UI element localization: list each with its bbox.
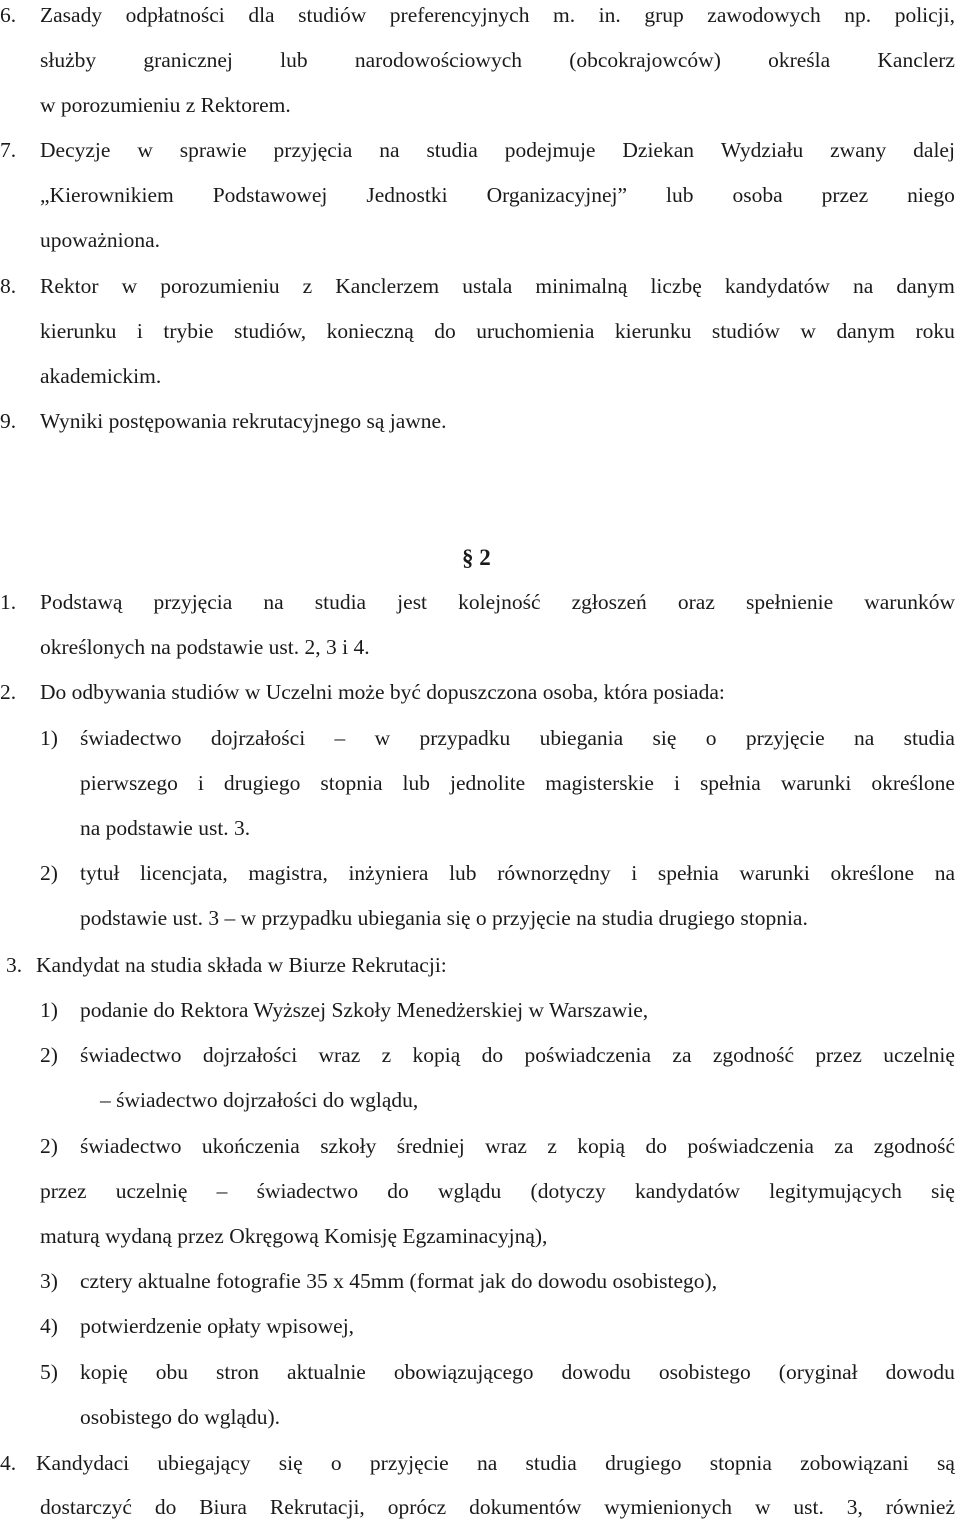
s2-item-4-line-2: dostarczyć do Biura Rekrutacji, oprócz dokumentów wymienionych w ust. 3, również (40, 1495, 955, 1519)
s2-item-3-sub-4-number: 3) (40, 1269, 58, 1293)
s2-item-3-line-1: Kandydat na studia składa w Biurze Rekrutacji: (36, 953, 447, 977)
item-6-number: 6. (0, 3, 17, 27)
s2-item-2-sub-1-line-1: świadectwo dojrzałości – w przypadku ubiegania się o przyjęcie na studia (80, 726, 955, 750)
s2-item-3-sub-6-number: 5) (40, 1360, 58, 1384)
s2-item-3-sub-3-line-1: świadectwo ukończenia szkoły średniej wraz z kopią do poświadczenia za zgodność (80, 1134, 955, 1158)
s2-item-2-sub-1-line-2: pierwszego i drugiego stopnia lub jednolite magisterskie i spełnia warunki określone (80, 771, 955, 795)
s2-item-1-number: 1. (0, 590, 17, 614)
s2-item-3-sub-3-line-2: przez uczelnię – świadectwo do wglądu (dotyczy kandydatów legitymujących się (40, 1179, 955, 1203)
item-8-line-1: Rektor w porozumieniu z Kanclerzem ustala minimalną liczbę kandydatów na danym (40, 274, 955, 298)
item-6-line-3: w porozumieniu z Rektorem. (40, 93, 291, 117)
s2-item-2-sub-1-line-3: na podstawie ust. 3. (80, 816, 251, 840)
s2-item-2-sub-2-number: 2) (40, 861, 58, 885)
s2-item-3-sub-6-line-2: osobistego do wglądu). (80, 1405, 281, 1429)
item-8-number: 8. (0, 274, 17, 298)
item-7-line-2: „Kierownikiem Podstawowej Jednostki Organizacyjnej” lub osoba przez niego (40, 183, 955, 207)
s2-item-2-sub-1-number: 1) (40, 726, 58, 750)
item-7-line-3: upoważniona. (40, 228, 161, 252)
s2-item-2-sub-2-line-1: tytuł licencjata, magistra, inżyniera lub równorzędny i spełnia warunki określone na (80, 861, 955, 885)
s2-item-3-sub-5-number: 4) (40, 1314, 58, 1338)
s2-item-2-line-1: Do odbywania studiów w Uczelni może być dopuszczona osoba, która posiada: (40, 680, 725, 704)
s2-item-3-sub-3-number: 2) (40, 1134, 58, 1158)
item-9-number: 9. (0, 409, 17, 433)
item-8-line-2: kierunku i trybie studiów, konieczną do uruchomienia kierunku studiów w danym roku (40, 319, 955, 343)
s2-item-2-sub-2-line-2: podstawie ust. 3 – w przypadku ubiegania się o przyjęcie na studia drugiego stopnia. (80, 906, 808, 930)
s2-item-1-line-2: określonych na podstawie ust. 2, 3 i 4. (40, 635, 370, 659)
s2-item-3-number: 3. (6, 953, 23, 977)
item-6-line-1: Zasady odpłatności dla studiów preferencyjnych m. in. grup zawodowych np. policji, (40, 3, 955, 27)
item-8-line-3: akademickim. (40, 364, 162, 388)
s2-item-4-line-1: Kandydaci ubiegający się o przyjęcie na studia drugiego stopnia zobowiązani są (36, 1451, 955, 1475)
section-heading: § 2 (462, 545, 491, 570)
item-9-line-1: Wyniki postępowania rekrutacyjnego są jawne. (40, 409, 447, 433)
s2-item-3-sub-3-line-3: maturą wydaną przez Okręgową Komisję Egzaminacyjną), (40, 1224, 548, 1248)
s2-item-1-line-1: Podstawą przyjęcia na studia jest kolejność zgłoszeń oraz spełnienie warunków (40, 590, 955, 614)
s2-item-3-sub-1-number: 1) (40, 998, 58, 1022)
s2-item-3-sub-2-line-2: – świadectwo dojrzałości do wglądu, (100, 1088, 419, 1112)
s2-item-3-sub-4-line-1: cztery aktualne fotografie 35 x 45mm (format jak do dowodu osobistego), (80, 1269, 718, 1293)
item-6-line-2: służby granicznej lub narodowościowych (obcokrajowców) określa Kanclerz (40, 48, 955, 72)
s2-item-4-number: 4. (0, 1451, 17, 1475)
s2-item-3-sub-1-line-1: podanie do Rektora Wyższej Szkoły Menedżerskiej w Warszawie, (80, 998, 649, 1022)
s2-item-3-sub-2-line-1: świadectwo dojrzałości wraz z kopią do poświadczenia za zgodność przez uczelnię (80, 1043, 955, 1067)
s2-item-3-sub-2-number: 2) (40, 1043, 58, 1067)
item-7-line-1: Decyzje w sprawie przyjęcia na studia podejmuje Dziekan Wydziału zwany dalej (40, 138, 955, 162)
s2-item-3-sub-5-line-1: potwierdzenie opłaty wpisowej, (80, 1314, 355, 1338)
s2-item-2-number: 2. (0, 680, 17, 704)
s2-item-3-sub-6-line-1: kopię obu stron aktualnie obowiązującego dowodu osobistego (oryginał dowodu (80, 1360, 955, 1384)
item-7-number: 7. (0, 138, 17, 162)
